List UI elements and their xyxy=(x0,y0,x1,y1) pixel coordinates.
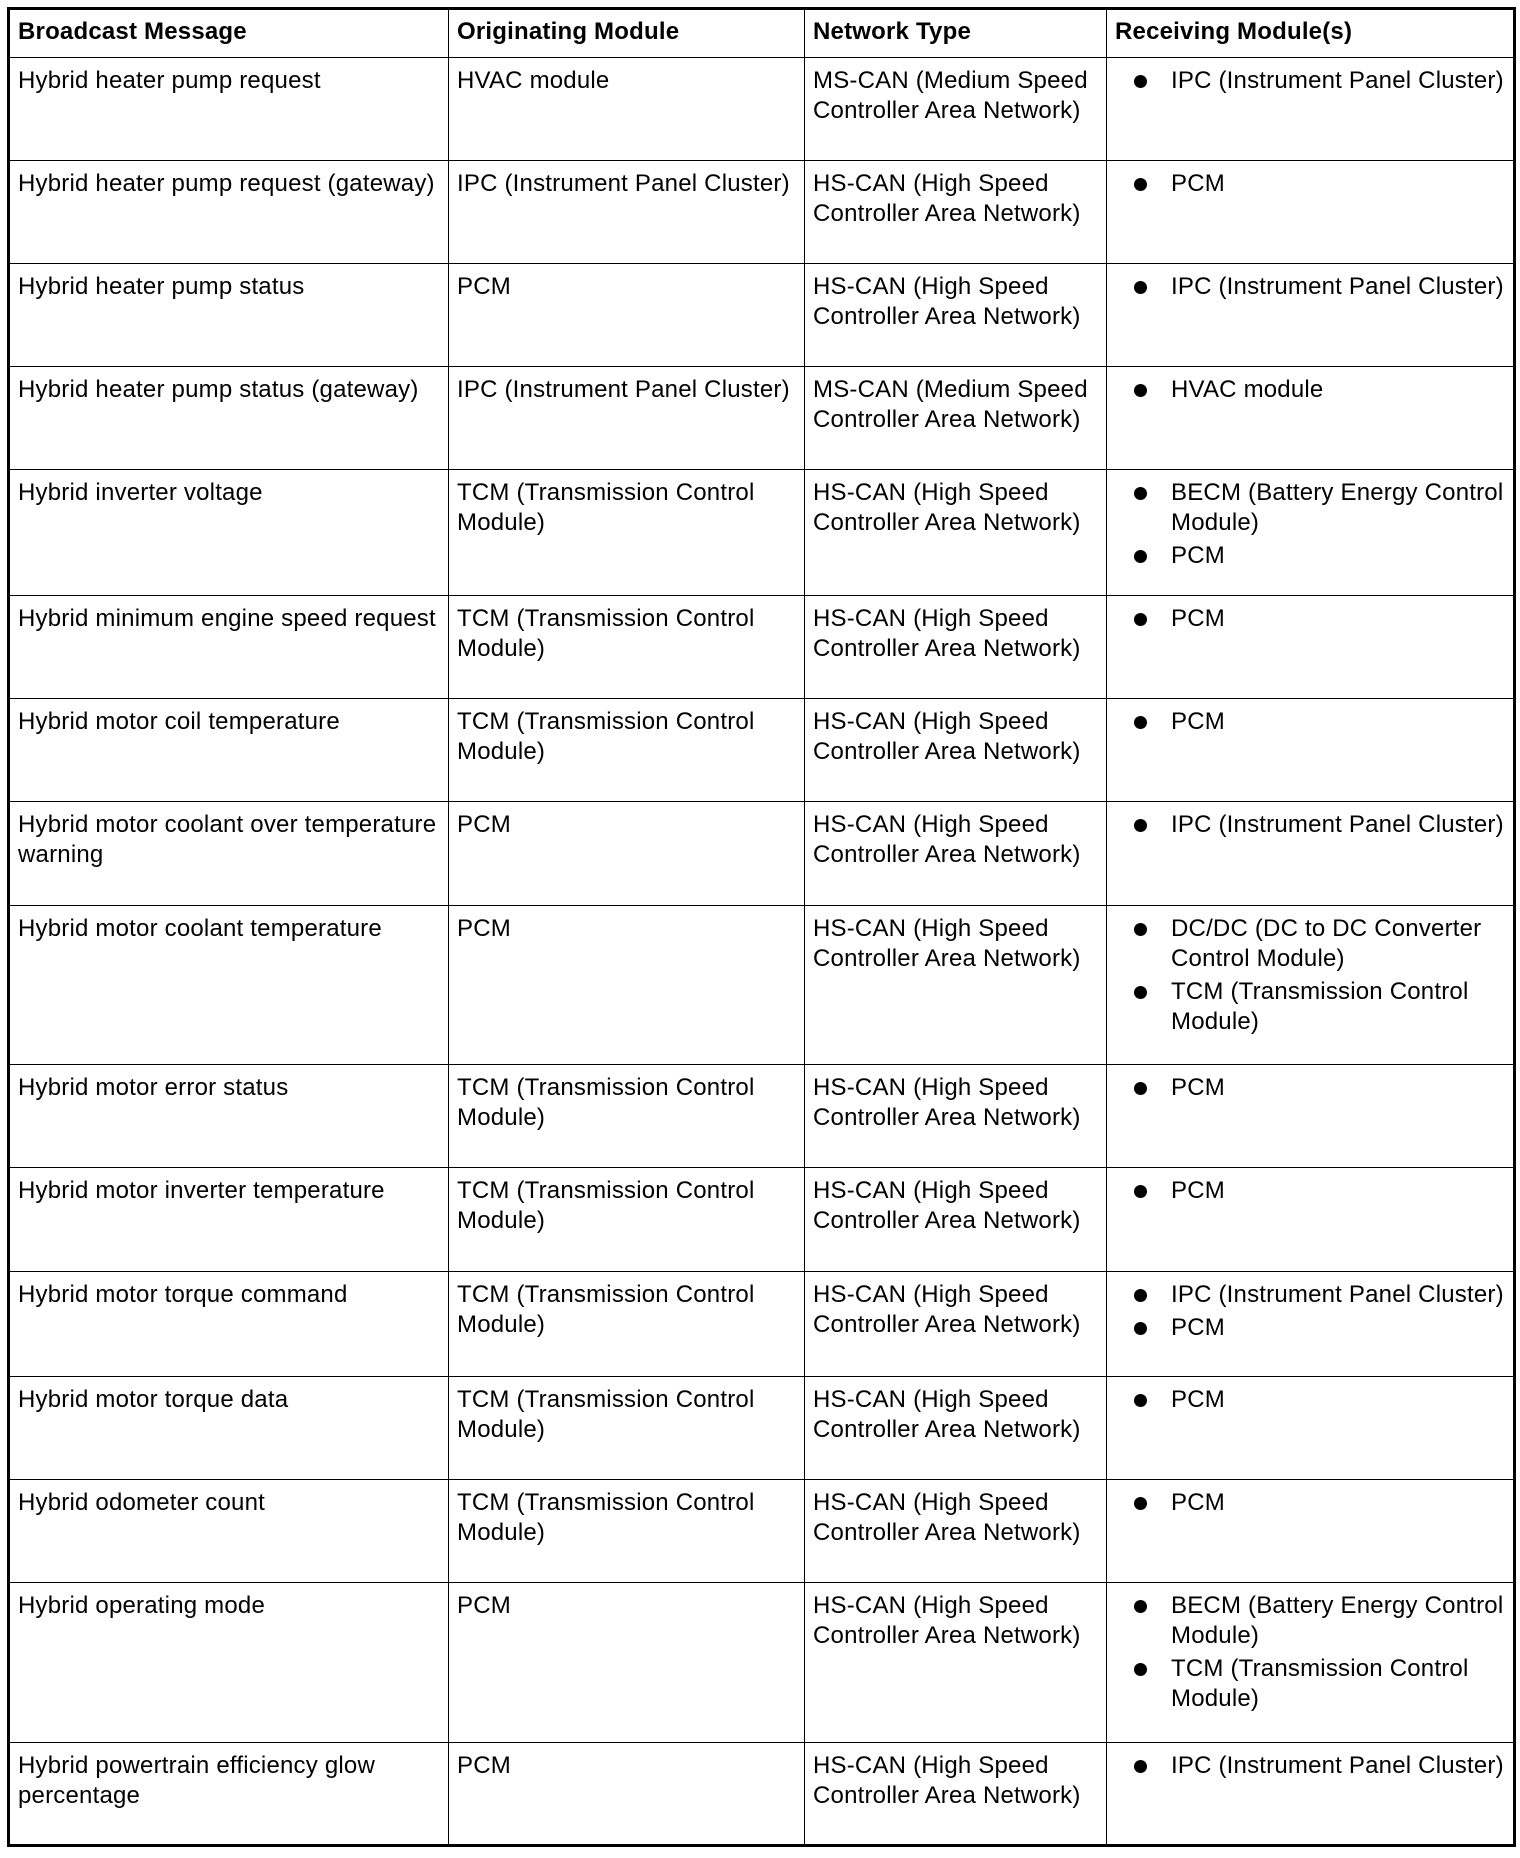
cell-originating-module: PCM xyxy=(449,802,805,905)
cell-receiving-modules xyxy=(1107,1065,1515,1168)
receiving-module-item: PCM xyxy=(1115,169,1505,199)
cell-originating-module: HVAC module xyxy=(449,58,805,161)
receiving-module-item: IPC (Instrument Panel Cluster) xyxy=(1115,810,1505,840)
cell-originating-module: PCM xyxy=(449,264,805,367)
receiving-module-list xyxy=(1115,478,1505,571)
receiving-module-item: BECM (Battery Energy Control Module) xyxy=(1115,1591,1505,1651)
table-row xyxy=(9,1271,1515,1376)
table-row xyxy=(9,1168,1515,1271)
receiving-module-item: IPC (Instrument Panel Cluster) xyxy=(1115,272,1505,302)
cell-network-type: HS-CAN (High Speed Controller Area Network) xyxy=(805,1583,1107,1743)
cell-broadcast-message: Hybrid motor coil temperature xyxy=(9,699,449,802)
cell-receiving-modules xyxy=(1107,802,1515,905)
receiving-module-list xyxy=(1115,1280,1505,1343)
cell-broadcast-message: Hybrid motor torque data xyxy=(9,1376,449,1479)
table-body xyxy=(9,58,1515,1846)
table-row xyxy=(9,1583,1515,1743)
cell-originating-module: TCM (Transmission Control Module) xyxy=(449,470,805,596)
receiving-module-list xyxy=(1115,914,1505,1037)
receiving-module-list xyxy=(1115,707,1505,737)
cell-broadcast-message: Hybrid motor torque command xyxy=(9,1271,449,1376)
cell-network-type: HS-CAN (High Speed Controller Area Network) xyxy=(805,802,1107,905)
cell-receiving-modules xyxy=(1107,161,1515,264)
receiving-module-list xyxy=(1115,1591,1505,1714)
cell-originating-module: TCM (Transmission Control Module) xyxy=(449,699,805,802)
table-row xyxy=(9,1065,1515,1168)
table-row xyxy=(9,470,1515,596)
receiving-module-list xyxy=(1115,1385,1505,1415)
cell-originating-module: TCM (Transmission Control Module) xyxy=(449,596,805,699)
receiving-module-item: HVAC module xyxy=(1115,375,1505,405)
cell-receiving-modules xyxy=(1107,699,1515,802)
cell-originating-module: TCM (Transmission Control Module) xyxy=(449,1271,805,1376)
receiving-module-item: IPC (Instrument Panel Cluster) xyxy=(1115,66,1505,96)
receiving-module-item: TCM (Transmission Control Module) xyxy=(1115,1654,1505,1714)
cell-receiving-modules xyxy=(1107,1168,1515,1271)
receiving-module-item: PCM xyxy=(1115,707,1505,737)
cell-originating-module: PCM xyxy=(449,1742,805,1845)
cell-receiving-modules xyxy=(1107,1479,1515,1582)
receiving-module-item: PCM xyxy=(1115,1313,1505,1343)
cell-network-type: MS-CAN (Medium Speed Controller Area Network) xyxy=(805,58,1107,161)
cell-network-type: HS-CAN (High Speed Controller Area Network) xyxy=(805,470,1107,596)
receiving-module-list xyxy=(1115,66,1505,96)
cell-broadcast-message: Hybrid powertrain efficiency glow percentage xyxy=(9,1742,449,1845)
header-network-type: Network Type xyxy=(805,9,1107,58)
cell-broadcast-message: Hybrid motor coolant temperature xyxy=(9,905,449,1065)
receiving-module-item: TCM (Transmission Control Module) xyxy=(1115,977,1505,1037)
receiving-module-item: PCM xyxy=(1115,1176,1505,1206)
cell-receiving-modules xyxy=(1107,470,1515,596)
cell-receiving-modules xyxy=(1107,1271,1515,1376)
cell-receiving-modules xyxy=(1107,367,1515,470)
receiving-module-list xyxy=(1115,272,1505,302)
cell-broadcast-message: Hybrid heater pump request xyxy=(9,58,449,161)
table-row xyxy=(9,367,1515,470)
cell-broadcast-message: Hybrid heater pump request (gateway) xyxy=(9,161,449,264)
receiving-module-item: IPC (Instrument Panel Cluster) xyxy=(1115,1280,1505,1310)
receiving-module-list xyxy=(1115,1073,1505,1103)
broadcast-message-table-container xyxy=(7,7,1513,1847)
header-broadcast-message: Broadcast Message xyxy=(9,9,449,58)
cell-originating-module: IPC (Instrument Panel Cluster) xyxy=(449,161,805,264)
cell-broadcast-message: Hybrid minimum engine speed request xyxy=(9,596,449,699)
cell-receiving-modules xyxy=(1107,264,1515,367)
cell-receiving-modules xyxy=(1107,1583,1515,1743)
receiving-module-item: PCM xyxy=(1115,1488,1505,1518)
cell-receiving-modules xyxy=(1107,1742,1515,1845)
cell-broadcast-message: Hybrid odometer count xyxy=(9,1479,449,1582)
cell-broadcast-message: Hybrid motor coolant over temperature warning xyxy=(9,802,449,905)
cell-broadcast-message: Hybrid inverter voltage xyxy=(9,470,449,596)
cell-originating-module: TCM (Transmission Control Module) xyxy=(449,1376,805,1479)
cell-originating-module: TCM (Transmission Control Module) xyxy=(449,1065,805,1168)
cell-network-type: HS-CAN (High Speed Controller Area Network) xyxy=(805,905,1107,1065)
receiving-module-list xyxy=(1115,810,1505,840)
cell-originating-module: TCM (Transmission Control Module) xyxy=(449,1168,805,1271)
table-row xyxy=(9,58,1515,161)
cell-network-type: HS-CAN (High Speed Controller Area Network) xyxy=(805,596,1107,699)
cell-originating-module: PCM xyxy=(449,905,805,1065)
table-row xyxy=(9,161,1515,264)
cell-broadcast-message: Hybrid heater pump status (gateway) xyxy=(9,367,449,470)
cell-network-type: HS-CAN (High Speed Controller Area Network) xyxy=(805,699,1107,802)
table-header-row xyxy=(9,9,1515,58)
table-row xyxy=(9,905,1515,1065)
cell-network-type: HS-CAN (High Speed Controller Area Network) xyxy=(805,1479,1107,1582)
receiving-module-item: PCM xyxy=(1115,541,1505,571)
header-originating-module: Originating Module xyxy=(449,9,805,58)
receiving-module-list xyxy=(1115,169,1505,199)
table-row xyxy=(9,596,1515,699)
table-row xyxy=(9,699,1515,802)
table-row xyxy=(9,1479,1515,1582)
cell-originating-module: TCM (Transmission Control Module) xyxy=(449,1479,805,1582)
cell-network-type: HS-CAN (High Speed Controller Area Network) xyxy=(805,1065,1107,1168)
receiving-module-item: PCM xyxy=(1115,604,1505,634)
cell-network-type: MS-CAN (Medium Speed Controller Area Network) xyxy=(805,367,1107,470)
cell-receiving-modules xyxy=(1107,905,1515,1065)
receiving-module-item: PCM xyxy=(1115,1073,1505,1103)
cell-broadcast-message: Hybrid motor error status xyxy=(9,1065,449,1168)
cell-network-type: HS-CAN (High Speed Controller Area Network) xyxy=(805,1271,1107,1376)
cell-network-type: HS-CAN (High Speed Controller Area Network) xyxy=(805,1742,1107,1845)
receiving-module-list xyxy=(1115,1751,1505,1781)
cell-receiving-modules xyxy=(1107,58,1515,161)
receiving-module-item: IPC (Instrument Panel Cluster) xyxy=(1115,1751,1505,1781)
receiving-module-list xyxy=(1115,375,1505,405)
cell-originating-module: IPC (Instrument Panel Cluster) xyxy=(449,367,805,470)
cell-network-type: HS-CAN (High Speed Controller Area Network) xyxy=(805,161,1107,264)
receiving-module-item: BECM (Battery Energy Control Module) xyxy=(1115,478,1505,538)
receiving-module-item: PCM xyxy=(1115,1385,1505,1415)
receiving-module-item: DC/DC (DC to DC Converter Control Module) xyxy=(1115,914,1505,974)
broadcast-message-table xyxy=(7,7,1516,1847)
cell-receiving-modules xyxy=(1107,1376,1515,1479)
cell-originating-module: PCM xyxy=(449,1583,805,1743)
header-receiving-modules: Receiving Module(s) xyxy=(1107,9,1515,58)
cell-network-type: HS-CAN (High Speed Controller Area Network) xyxy=(805,1376,1107,1479)
cell-broadcast-message: Hybrid heater pump status xyxy=(9,264,449,367)
table-row xyxy=(9,802,1515,905)
cell-network-type: HS-CAN (High Speed Controller Area Network) xyxy=(805,264,1107,367)
table-row xyxy=(9,1376,1515,1479)
cell-broadcast-message: Hybrid operating mode xyxy=(9,1583,449,1743)
cell-broadcast-message: Hybrid motor inverter temperature xyxy=(9,1168,449,1271)
cell-receiving-modules xyxy=(1107,596,1515,699)
receiving-module-list xyxy=(1115,604,1505,634)
receiving-module-list xyxy=(1115,1488,1505,1518)
cell-network-type: HS-CAN (High Speed Controller Area Network) xyxy=(805,1168,1107,1271)
receiving-module-list xyxy=(1115,1176,1505,1206)
table-row xyxy=(9,264,1515,367)
table-row xyxy=(9,1742,1515,1845)
